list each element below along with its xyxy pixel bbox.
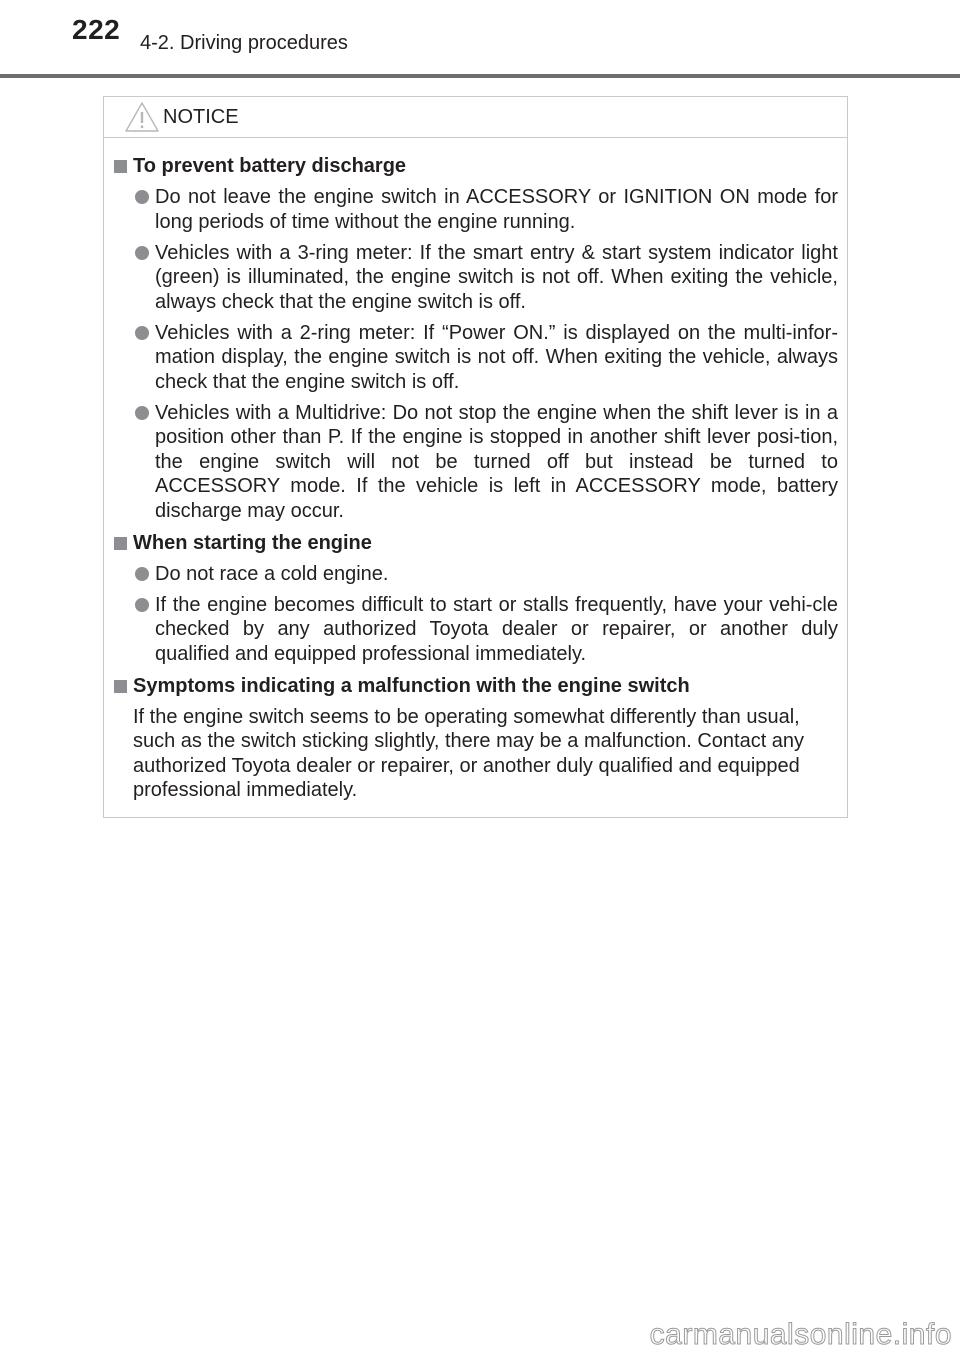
section-paragraph: If the engine switch seems to be operating somewhat differently than usual, such as the switch sticking slightly, there may be a malfunction. Contact any authorized Toyota dealer or repairer, or another duly qualified and equipped professional immediately. [133,705,805,801]
section-heading [111,530,838,556]
round-bullet-icon [135,598,149,612]
list-item-text: Do not leave the engine switch in ACCESSORY or IGNITION ON mode for long periods of time without the engine running. [155,186,838,233]
list-item [111,562,838,587]
section-heading-text: To prevent battery discharge [133,155,407,177]
list-item [111,185,838,234]
page-header [0,0,960,80]
list-item-text: Do not race a cold engine. [155,562,389,585]
round-bullet-icon [135,326,149,340]
section-heading [111,153,838,179]
notice-box [103,96,848,818]
list-item-text: Vehicles with a Multidrive: Do not stop the engine when the shift lever is in a position other than P. If the engine is stopped in another shift lever posi-tion, the engine switch will not be turned off but instead be turned to ACCESSORY mode. If the vehicle is left in ACCESSORY mode, battery discharge may occur. [155,401,838,522]
notice-body [104,138,847,803]
round-bullet-icon [135,406,149,420]
round-bullet-icon [135,190,149,204]
list-item [111,401,838,524]
list-item-text: Vehicles with a 2-ring meter: If “Power ON.” is displayed on the multi-infor-mation display, the engine switch is not off. When exiting the vehicle, always check that the engine switch is off. [155,321,838,393]
list-item-text: Vehicles with a 3-ring meter: If the smart entry & start system indicator light (green) is illuminated, the engine switch is not off. When exiting the vehicle, always check that the engine switch is off. [155,241,838,313]
section-heading-text: Symptoms indicating a malfunction with the engine switch [133,674,690,697]
square-bullet-icon [114,680,127,693]
list-item-text: If the engine becomes difficult to start or stalls frequently, have your vehi-cle checked by any authorized Toyota dealer or repairer, or another duly qualified and equipped professional immediately. [155,593,838,665]
watermark: carmanualsonline.info [649,1318,952,1351]
section-heading-text: When starting the engine [133,531,372,554]
page-number: 222 [72,14,121,45]
list-item [111,241,838,315]
list-item [111,321,838,395]
round-bullet-icon [135,246,149,260]
section-title: 4-2. Driving procedures [140,32,348,54]
list-item [111,593,838,667]
header-rule [0,74,960,78]
notice-header [104,97,847,138]
warning-triangle-icon [124,101,160,133]
round-bullet-icon [135,567,149,581]
notice-label: NOTICE [163,106,239,128]
section-heading [111,673,838,699]
square-bullet-icon [114,160,127,173]
square-bullet-icon [114,537,127,550]
